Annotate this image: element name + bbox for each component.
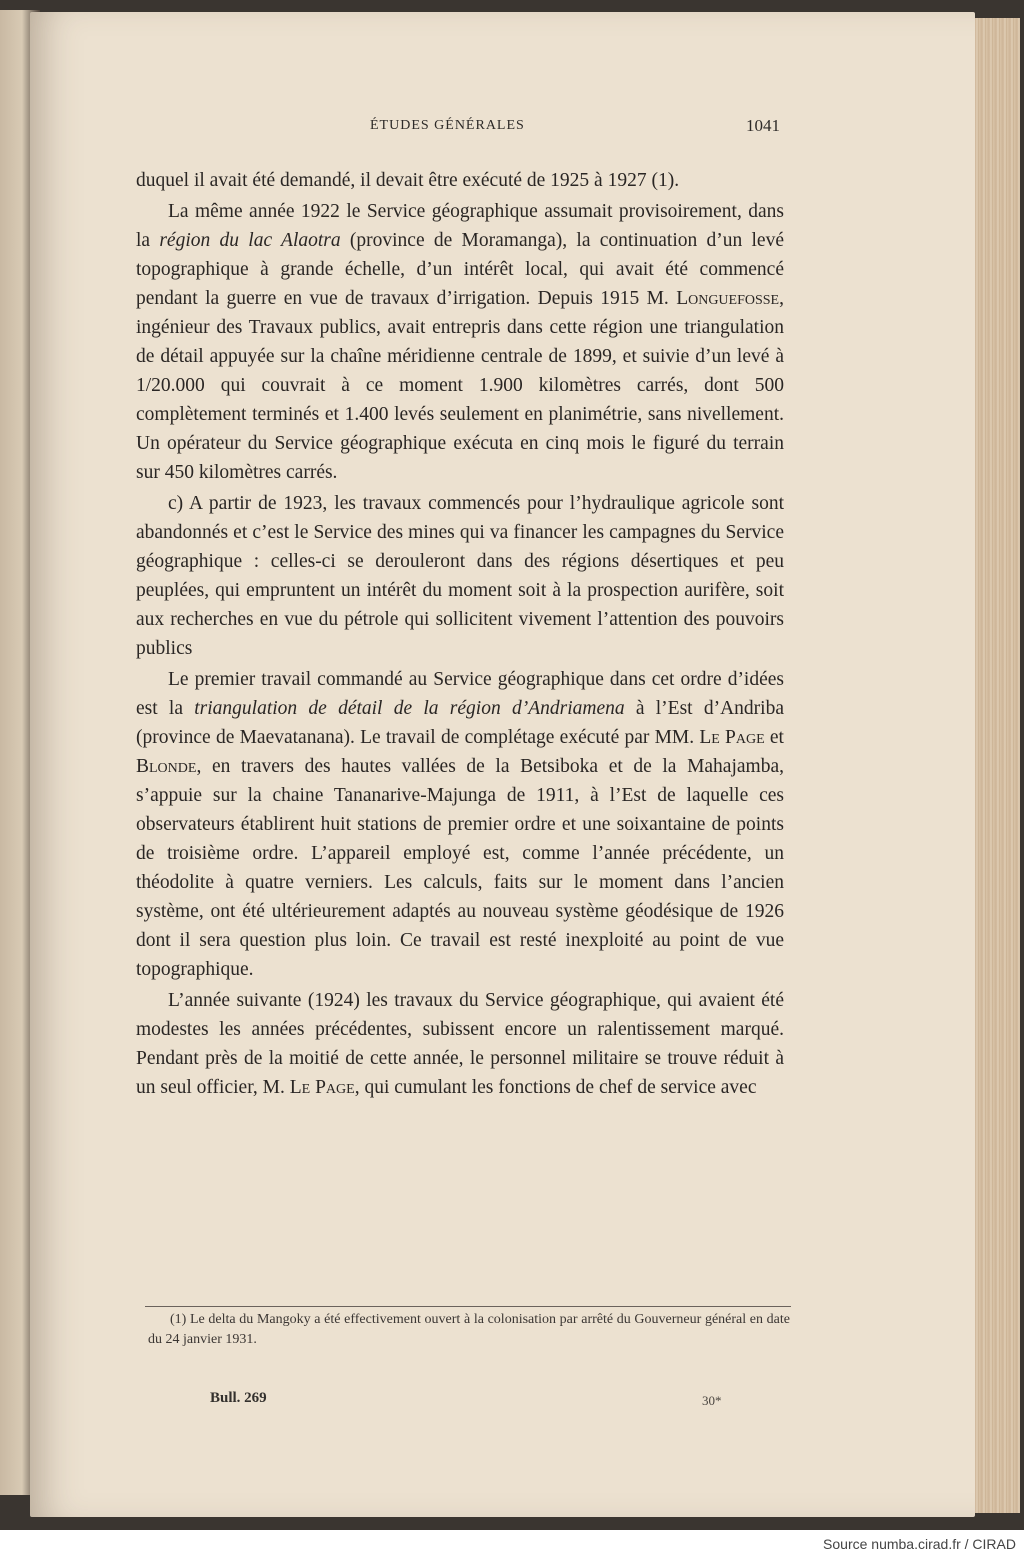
footnote: (1) Le delta du Mangoky a été effectivement ouvert à la colonisation par arrêté du Gouverneur général en date du 24 janvier 1931. [148, 1312, 790, 1347]
signature-mark: Bull. 269 [210, 1390, 267, 1406]
source-credit: Source numba.cirad.fr / CIRAD [823, 1536, 1016, 1552]
name-le-page-2: Le Page [289, 1077, 355, 1098]
paragraph-1: duquel il avait été demandé, il devait être exécuté de 1925 à 1927 (1). [136, 170, 680, 191]
header-title: ÉTUDES GÉNÉRALES [370, 118, 525, 133]
page-number: 1041 [746, 116, 780, 135]
paragraph-5: L’année suivante (1924) les travaux du Service géographique, qui avaient été modestes les années précédentes, subissent encore un ralentissement marqué. Pendant près de la moitié de cette année, le personnel militaire se trouve réduit à un seul officier, M. Le Page, qui cumulant les fonctions de chef de service avec [136, 990, 784, 1098]
emphasis-region: région du lac Alaotra [159, 230, 341, 251]
paragraph-4: Le premier travail commandé au Service géographique dans cet ordre d’idées est la triangulation de détail de la région d’Andriamena à l’Est d’Andriba (province de Maevatanana). Le travail de complétage exécuté par MM. Le Page et Blonde, en travers des hautes vallées de la Betsiboka et de la Mahajamba, s’appuie sur la chaine Tananarive-Majunga de 1911, à l’Est de laquelle ces observateurs établirent huit stations de premier ordre et une soixantaine de points de troisième ordre. L’appareil employé est, comme l’année précédente, un théodolite à quatre verniers. Les calculs, faits sur le moment dans l’ancien système, ont été ultérieurement adaptés au nouveau système géodésique de 1926 dont il sera question plus loin. Ce travail est resté inexploité au point de vue topographique. [136, 669, 784, 980]
name-le-page: Le Page [699, 727, 765, 748]
emphasis-triangulation: triangulation de détail de la région d’Andriamena [194, 698, 625, 719]
running-header [100, 118, 790, 142]
name-blonde: Blonde [136, 756, 197, 777]
signature-number: 30* [702, 1393, 722, 1408]
footnote-rule [145, 1306, 791, 1307]
paragraph-2: La même année 1922 le Service géographique assumait provisoirement, dans la région du lac Alaotra (province de Moramanga), la continuation d’un levé topographique à grande échelle, d’un intérêt local, qui avait été commencé pendant la guerre en vue de travaux d’irrigation. Depuis 1915 M. Longuefosse, ingénieur des Travaux publics, avait entrepris dans cette région une triangulation de détail appuyée sur la chaîne méridienne centrale de 1899, et suivie d’un levé à 1/20.000 qui couvrait à ce moment 1.900 kilomètres carrés, dont 500 complètement terminés et 1.400 levés seulement en planimétrie, sans nivellement. Un opérateur du Service géographique exécuta en cinq mois le figuré du terrain sur 450 kilomètres carrés. [136, 201, 784, 483]
paragraph-3: c) A partir de 1923, les travaux commencés pour l’hydraulique agricole sont abandonnés et c’est le Service des mines qui va financer les campagnes du Service géographique : celles-ci se derouleront dans des régions désertiques et peu peuplées, qui empruntent un intérêt du moment soit à la prospection aurifère, soit aux recherches en vue du pétrole qui sollicitent vivement l’attention des pouvoirs publics [136, 493, 784, 659]
body-text [136, 166, 784, 1102]
name-longuefosse: Longuefosse [676, 288, 780, 309]
